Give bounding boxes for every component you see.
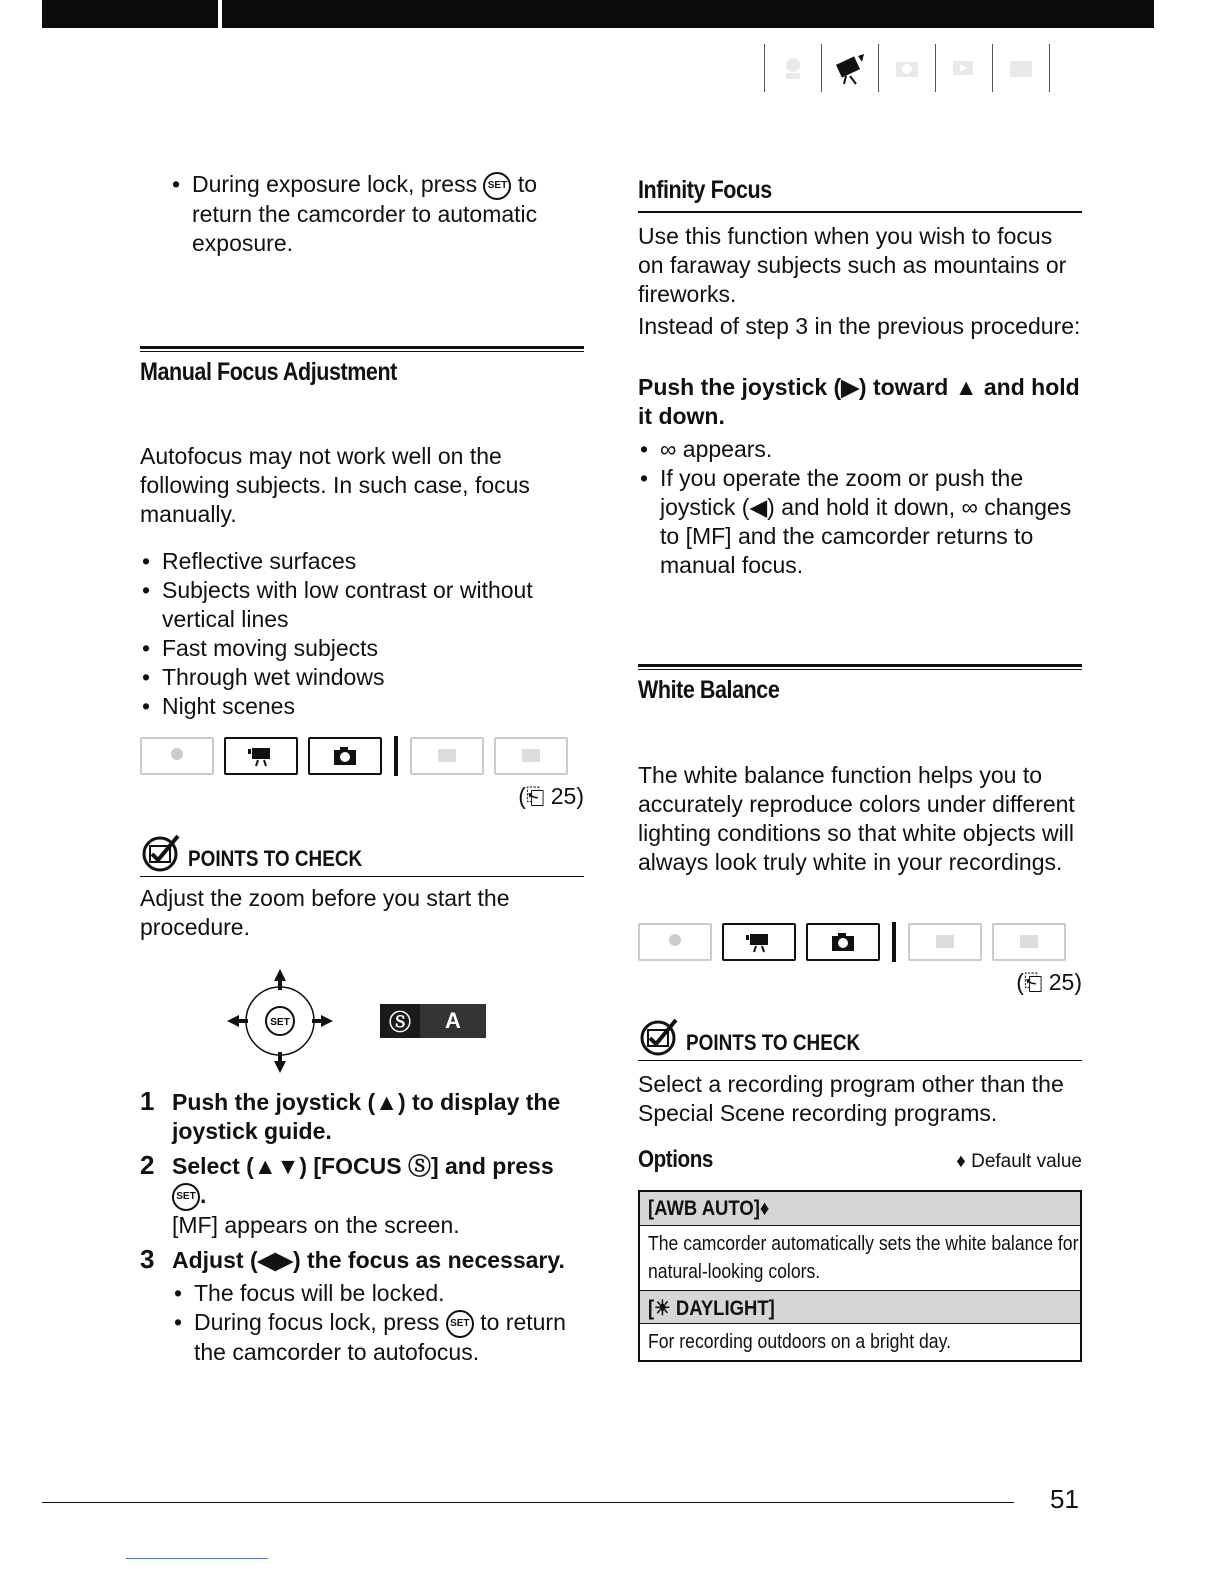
step-2-note: [MF] appears on the screen. <box>172 1211 460 1238</box>
step-1: 1 Push the joystick (▲) to display the joystick guide. <box>140 1086 561 1144</box>
photo-playback-icon <box>993 44 1049 92</box>
points-to-check-text: Select a recording program other than the Special Scene recording programs. <box>638 1071 1064 1126</box>
points-to-check-header: POINTS TO CHECK <box>638 1016 1082 1061</box>
white-balance-heading: White Balance <box>638 676 780 704</box>
step-3: 3 Adjust (◀▶) the focus as necessary. • The focus will be locked. • During focus lock, press SET to return the camcorder to autofocus. <box>140 1246 584 1367</box>
list-item: • Reflective surfaces <box>140 547 584 576</box>
intro-bullet-list <box>170 170 584 258</box>
divider-bar <box>394 736 398 776</box>
auto-mode-icon <box>638 923 712 961</box>
infinity-intro: Use this function when you wish to focus on faraway subjects such as mountains or fireworks. <box>638 223 1067 307</box>
photo-playback-icon <box>992 923 1066 961</box>
section-rule <box>638 664 1082 670</box>
svg-text:SET: SET <box>270 1017 290 1028</box>
mode-tabs <box>764 44 1050 92</box>
auto-badge: A <box>420 1004 486 1038</box>
options-header <box>638 1146 1082 1174</box>
steps <box>140 1088 584 1373</box>
left-column <box>140 170 584 1365</box>
still-camera-icon <box>879 44 935 92</box>
infinity-instead: Instead of step 3 in the previous procedure: <box>638 313 1081 339</box>
still-camera-icon <box>308 737 382 775</box>
infinity-focus-heading: Infinity Focus <box>638 176 772 204</box>
manual-focus-intro: Autofocus may not work well on the following subjects. In such case, focus manually. <box>140 443 530 527</box>
list-item: • The focus will be locked. <box>172 1279 584 1308</box>
step-2: 2 Select (▲▼) [FOCUS Ⓢ] and press SET . [MF] appears on the screen. <box>140 1152 584 1240</box>
auto-mode-icon <box>140 737 214 775</box>
photo-playback-icon <box>494 737 568 775</box>
list-item: • Through wet windows <box>140 663 584 692</box>
option-title-auto: [AWB AUTO]♦ <box>640 1192 1080 1226</box>
top-bar <box>42 0 1154 28</box>
footer-accent-line <box>126 1558 268 1559</box>
step-3-bullets <box>172 1279 584 1367</box>
movie-camera-icon <box>224 737 298 775</box>
options-table <box>638 1190 1082 1362</box>
exposure-lock-bullet: • During exposure lock, press SET to return the camcorder to automatic exposure. <box>170 170 584 258</box>
mode-availability-row <box>638 922 1066 962</box>
section-rule <box>140 346 584 352</box>
manual-focus-heading: Manual Focus Adjustment <box>140 358 397 386</box>
infinity-bullets <box>638 435 1082 580</box>
checkmark-icon <box>638 1016 682 1056</box>
list-item: • Fast moving subjects <box>140 634 584 663</box>
list-item: • Night scenes <box>140 692 584 721</box>
auto-mode-icon <box>765 44 821 92</box>
still-camera-icon <box>806 923 880 961</box>
set-button-icon: SET <box>446 1310 474 1338</box>
mode-badge <box>380 1004 486 1038</box>
option-desc-auto: The camcorder automatically sets the white balance for natural-looking colors. <box>648 1233 1079 1283</box>
option-desc-daylight: For recording outdoors on a bright day. <box>648 1331 951 1353</box>
set-button-icon: SET <box>172 1183 200 1211</box>
playback-icon <box>908 923 982 961</box>
footer-rule <box>42 1502 1014 1503</box>
white-balance-intro: The white balance function helps you to accurately reproduce colors under different lighting conditions so that white objects will always look truly white in your recordings. <box>638 762 1075 875</box>
list-item: • If you operate the zoom or push the joystick (◀) and hold it down, ∞ changes to [MF] and the camcorder returns to manual focus. <box>638 464 1082 580</box>
list-item: • Subjects with low contrast or without vertical lines <box>140 576 584 634</box>
section-rule <box>638 211 1082 213</box>
option-title-daylight: [☀ DAYLIGHT] <box>640 1290 1080 1324</box>
page-reference: (⎗ 25) <box>1016 969 1082 995</box>
list-item: • ∞ appears. <box>638 435 1082 464</box>
default-value-note: ♦ Default value <box>956 1151 1082 1172</box>
mode-availability-row <box>140 736 568 776</box>
options-label: Options <box>638 1146 713 1173</box>
checkmark-icon <box>140 832 184 872</box>
page-number: 51 <box>1050 1484 1079 1514</box>
movie-camera-icon <box>722 923 796 961</box>
playback-icon <box>936 44 992 92</box>
playback-icon <box>410 737 484 775</box>
points-to-check-text: Adjust the zoom before you start the procedure. <box>140 885 510 940</box>
subjects-list <box>140 547 584 721</box>
focus-mode-icon: Ⓢ <box>388 1009 411 1035</box>
divider-bar <box>892 922 896 962</box>
set-button-icon: SET <box>483 172 511 200</box>
points-to-check-header: POINTS TO CHECK <box>140 832 584 877</box>
page-reference: (⎗ 25) <box>518 783 584 809</box>
joystick-guide-diagram <box>224 966 340 1081</box>
infinity-instruction: Push the joystick (▶) toward ▲ and hold it down. <box>638 374 1080 429</box>
list-item: • During focus lock, press SET to return the camcorder to autofocus. <box>172 1308 584 1367</box>
movie-camera-icon <box>822 44 878 92</box>
